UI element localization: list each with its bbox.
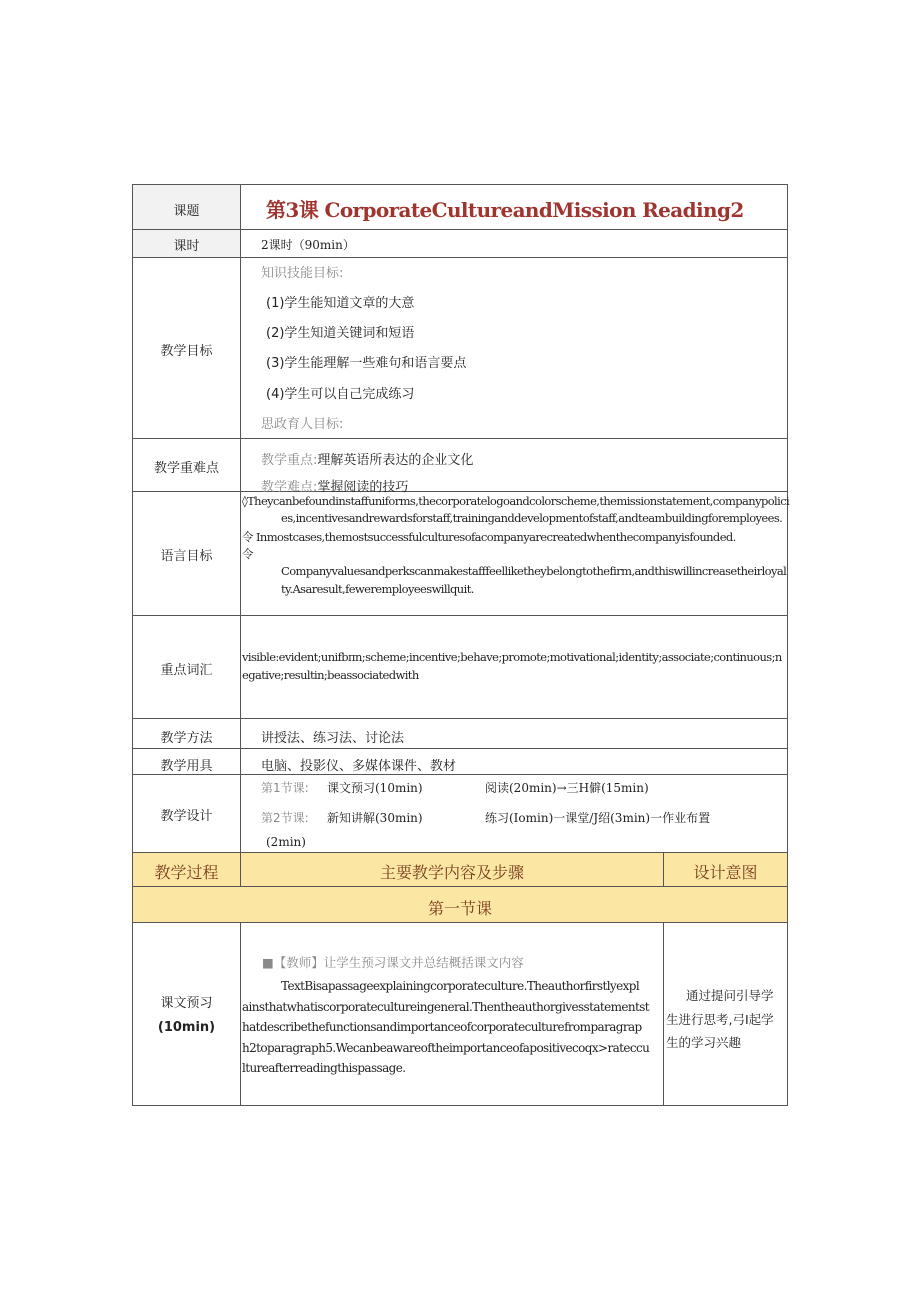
intent-col-header: 设计意图	[693, 863, 758, 882]
teaching-focus	[261, 449, 473, 468]
focus-text: 理解英语所表达的企业文化	[317, 453, 474, 468]
content-col-header: 主要教学内容及步骤	[379, 863, 524, 882]
title-row-label: 课题	[173, 204, 200, 219]
period1-preview: 课文预习(10min)	[327, 781, 423, 795]
vocab-line: egative;resultin;beassociatedwith	[242, 668, 419, 682]
period1-reading: 阅读(20min)→三H僻(15min)	[485, 781, 649, 795]
goal-item: (3)学生能理解一些难句和语言要点	[266, 356, 467, 371]
section-header: 第一节课	[427, 899, 492, 918]
goals-row-label: 教学目标	[160, 344, 213, 359]
lesson-title-text: CorporateCultureandMission Reading2	[324, 198, 744, 222]
difficulty-row-label: 教学重难点	[153, 461, 219, 476]
language-line: 令 Inmostcases,themostsuccessfulculturesofacompanyarecreatedwhenthecompanyisfounded.	[242, 530, 736, 544]
design-intent-line: 通过提问引导学	[686, 988, 774, 1003]
period2-label: 第2节课:	[261, 811, 309, 825]
period2-practice: 练习(Iomin)一课堂/J绍(3min)一作业布置	[485, 811, 711, 825]
language-row-label: 语言目标	[160, 549, 213, 564]
vocab-line: visible:evident;unifbπn;scheme;incentive;behave;promote;motivational;identity;associate;continuous;n	[242, 650, 782, 664]
design-intent-line: 生进行思考,弓I起学	[666, 1012, 774, 1027]
period2-homework-time: (2min)	[266, 835, 306, 849]
teaching-difficulty	[261, 476, 408, 495]
vocab-row-label: 重点词汇	[160, 663, 213, 678]
goals-heading-skills: 知识技能目标:	[261, 266, 344, 281]
preview-row-label: 课文预习	[160, 996, 213, 1011]
method-row-label: 教学方法	[160, 731, 213, 746]
tools-value: 电脑、投影仪、多媒体课件、教材	[261, 759, 457, 774]
process-col-header: 教学过程	[154, 863, 219, 882]
lesson-number: 第3课	[266, 198, 319, 222]
goal-item: (2)学生知道关键词和短语	[266, 326, 415, 341]
language-line: ty.Asaresult,feweremployeeswillquit.	[281, 582, 474, 596]
preview-text-line: ltureafterreadingthispassage.	[242, 1061, 406, 1075]
language-line: es,incentivesandrewardsforstaff,traininganddevelopmentofstaff,andteambuildingforemployees.	[281, 511, 783, 525]
focus-label: 教学重点:	[261, 453, 318, 468]
design-intent-line: 生的学习兴趣	[666, 1035, 742, 1050]
hours-value: 2课时（90min）	[261, 238, 355, 252]
method-value: 讲授法、练习法、讨论法	[261, 731, 405, 746]
period1-label: 第1节课:	[261, 781, 309, 795]
tools-row-label: 教学用具	[160, 759, 213, 774]
lesson-title	[266, 194, 781, 223]
preview-row-time: (10min)	[157, 1020, 216, 1035]
goal-item: (1)学生能知道文章的大意	[266, 296, 415, 311]
language-line: ◊Theycanbefoundinstaffuniforms,thecorporatelogoandcolorscheme,themissionstatement,companypolici	[242, 494, 790, 508]
preview-text-line: TextBisapassageexplainingcorporateculture.Theauthorfirstlyexpl	[281, 979, 640, 993]
hard-text: 掌握阅读的技巧	[317, 480, 409, 495]
design-row-label: 教学设计	[160, 809, 213, 824]
language-line: 令	[242, 547, 253, 561]
preview-text-line: hatdescribethefunctionsandimportanceofcorporateculturefromparagrap	[242, 1020, 642, 1034]
language-line: Companyvaluesandperkscanmakestafffeelliketheybelongtothefirm,andthiswillincreasetheirloyal	[281, 564, 787, 578]
preview-text-line: ainsthatwhatiscorporatecultureingeneral.Thentheauthorgivesstatementst	[242, 1000, 650, 1014]
teacher-instruction: ■【教师】让学生预习课文并总结概括课文内容	[262, 955, 524, 970]
hours-row-label: 课时	[173, 239, 200, 254]
goal-item: (4)学生可以自己完成练习	[266, 387, 415, 402]
hard-label: 教学难点:	[261, 480, 318, 495]
preview-text-line: h2toparagraph5.Wecanbeawareoftheimportanceofapositivecoqx>rateccu	[242, 1041, 650, 1055]
period2-lecture: 新知讲解(30min)	[327, 811, 423, 825]
goals-heading-ideology: 思政育人目标:	[261, 417, 344, 432]
